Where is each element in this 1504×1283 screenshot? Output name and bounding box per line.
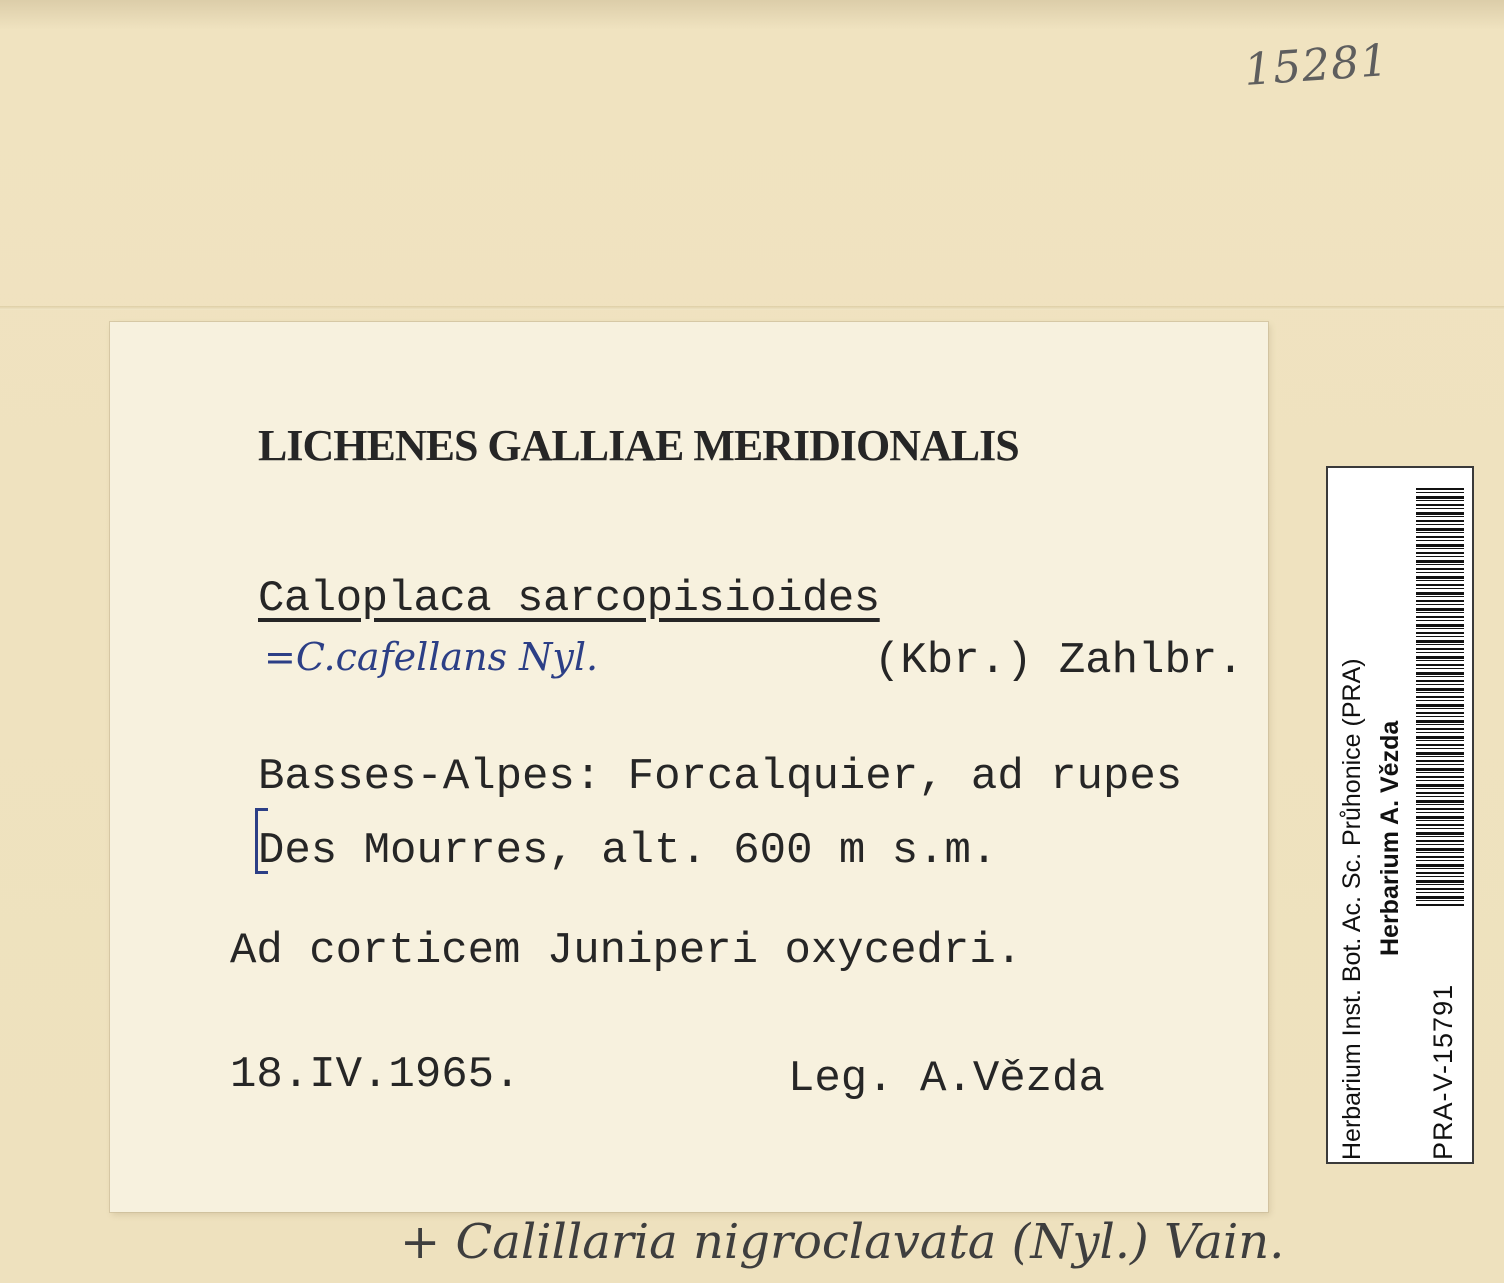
synonym-note: =C.cafellans Nyl. [264, 635, 599, 679]
barcode-icon [1416, 488, 1464, 908]
locality-line-1: Basses-Alpes: Forcalquier, ad rupes [258, 752, 1183, 802]
collector: Leg. A.Vězda [788, 1054, 1105, 1104]
institution-name: Herbarium Inst. Bot. Ac. Sc. Průhonice (PRA) [1338, 658, 1366, 1160]
label-title: LICHENES GALLIAE MERIDIONALIS [258, 421, 1019, 470]
collection-date: 18.IV.1965. [230, 1050, 521, 1100]
species-author: (Kbr.) Zahlbr. [874, 636, 1244, 686]
bottom-handwritten-note: + Calillaria nigroclavata (Nyl.) Vain. [400, 1214, 1285, 1270]
species-name: Caloplaca sarcopisioides [258, 574, 880, 624]
accession-note: 15281 [1242, 35, 1391, 96]
envelope-fold [0, 306, 1504, 310]
locality-line-2: Des Mourres, alt. 600 m s.m. [258, 826, 998, 876]
herbarium-barcode-label [1326, 466, 1474, 1164]
specimen-id: PRA-V-15791 [1428, 983, 1458, 1160]
substrate: Ad corticem Juniperi oxycedri. [230, 926, 1023, 976]
collection-name: Herbarium A. Vězda [1376, 720, 1404, 956]
top-shadow [0, 0, 1504, 30]
